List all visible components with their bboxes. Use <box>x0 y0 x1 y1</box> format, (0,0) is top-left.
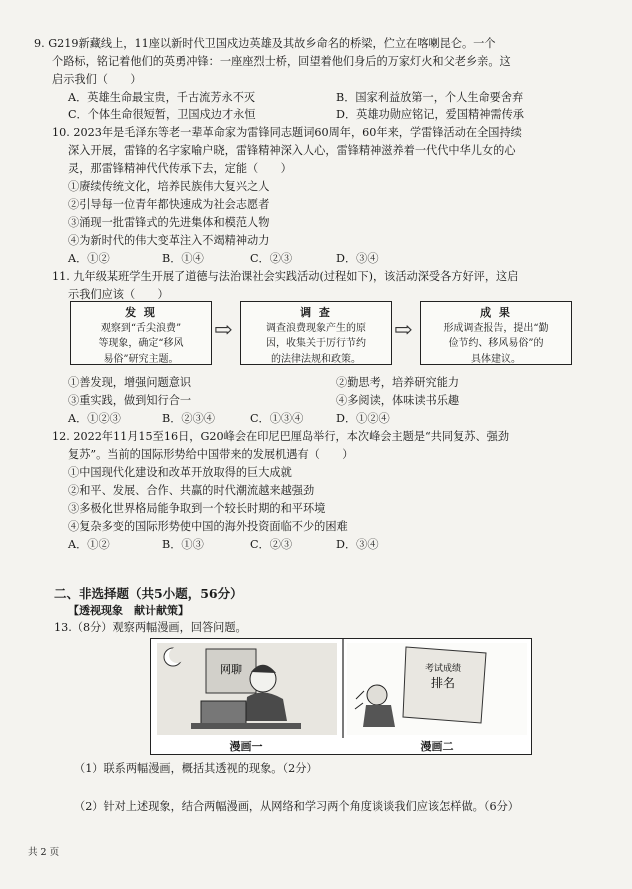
q12-item-1: ①中国现代化建设和改革开放取得的巨大成就 <box>68 466 292 479</box>
q11-item-1: ①善发现，增强问题意识 <box>68 376 192 389</box>
cartoon-frame <box>150 638 532 740</box>
q11-line2: 示我们应该（ ） <box>68 288 169 301</box>
arrow-right-icon: ⇨ <box>394 318 413 343</box>
q9-line3: 启示我们（ ） <box>52 73 142 86</box>
flow-title: 发 现 <box>125 306 157 319</box>
cartoon2-sign2: 排名 <box>430 676 456 690</box>
q10-item-3: ③涌现一批雷锋式的先进集体和模范人物 <box>68 216 270 229</box>
q12-item-2: ②和平、发展、合作、共赢的时代潮流越来越强劲 <box>68 484 315 497</box>
cartoon2-sign: 考试成绩 <box>424 664 462 674</box>
q10-line2: 深入开展，雷锋的名字家喻户晓，雷锋精神深入人心，雷锋精神滋养着一代代中华儿女的心 <box>68 144 516 157</box>
q12-line1: 12. 2022年11月15至16日，G20峰会在印尼巴厘岛举行，本次峰会主题是“共同复苏、强劲 <box>52 430 510 443</box>
q10-option-a: A．①② <box>68 252 110 265</box>
flow-title: 调 查 <box>300 306 332 319</box>
cartoon-illustration <box>151 639 531 739</box>
q12-option-b: B．①③ <box>162 538 204 551</box>
flow-box-discover <box>70 301 212 365</box>
q10-item-1: ①赓续传统文化，培养民族伟大复兴之人 <box>68 180 270 193</box>
q11-option-d: D．①②④ <box>336 412 390 425</box>
q10-line1: 10. 2023年是毛泽东等老一辈革命家为雷锋同志题词60周年，60年来，学雷锋活动在全国持续 <box>52 126 522 139</box>
cartoon2-caption: 漫画二 <box>420 740 454 753</box>
q12-item-3: ③多极化世界格局能争取到一个较长时期的和平环境 <box>68 502 326 515</box>
q13-sub2: （2）针对上述现象，结合两幅漫画，从网络和学习两个角度谈谈我们应该怎样做。（6分） <box>74 800 519 813</box>
flow-line: 因，收集关于厉行节约 <box>266 338 366 350</box>
q10-item-4: ④为新时代的伟大变革注入不竭精神动力 <box>68 234 270 247</box>
q11-item-2: ②勤思考，培养研究能力 <box>336 376 460 389</box>
flow-title: 成 果 <box>480 306 512 319</box>
q9-option-a: A．英雄生命最宝贵，千古流芳永不灭 <box>68 91 256 104</box>
flow-line: 的法律法规和政策。 <box>271 353 361 365</box>
q12-item-4: ④复杂多变的国际形势使中国的海外投资面临不少的困难 <box>68 520 348 533</box>
q12-option-a: A．①② <box>68 538 110 551</box>
flow-line: 观察到“舌尖浪费” <box>100 322 182 334</box>
page-number: 共 2 页 <box>28 847 60 858</box>
q10-item-2: ②引导每一位青年都快速成为社会志愿者 <box>68 198 270 211</box>
q12-line2: 复苏”。当前的国际形势给中国带来的发展机遇有（ ） <box>68 448 354 461</box>
q12-option-d: D．③④ <box>336 538 379 551</box>
flow-body <box>71 321 211 368</box>
section-title: 二、非选择题（共5小题，56分） <box>54 586 243 601</box>
q13-intro: 13.（8分）观察两幅漫画，回答问题。 <box>54 621 247 634</box>
q11-option-a: A．①②③ <box>68 412 121 425</box>
flow-line: 具体建议。 <box>471 353 521 365</box>
q9-line1: 9. G219新藏线上，11座以新时代卫国戍边英雄及其故乡命名的桥梁，伫立在喀喇昆仑。一个 <box>34 37 496 50</box>
flow-line: 等现象，确定“移风 <box>98 338 184 350</box>
q9-option-d: D．英雄功勋应铭记，爱国精神需传承 <box>336 108 524 121</box>
flow-body <box>241 321 391 368</box>
q13-sub1: （1）联系两幅漫画，概括其透视的现象。（2分） <box>74 762 318 775</box>
q11-line1: 11. 九年级某班学生开展了道德与法治课社会实践活动(过程如下)，该活动深受各方好评，这启 <box>52 270 519 283</box>
q10-option-c: C．②③ <box>250 252 293 265</box>
q10-option-b: B．①④ <box>162 252 204 265</box>
q11-item-4: ④多阅读，体味读书乐趣 <box>336 394 460 407</box>
q9-option-b: B．国家利益放第一，个人生命要舍弃 <box>336 91 524 104</box>
q11-option-b: B．②③④ <box>162 412 215 425</box>
q11-option-c: C．①③④ <box>250 412 304 425</box>
q11-item-3: ③重实践，做到知行合一 <box>68 394 192 407</box>
cartoon1-caption: 漫画一 <box>229 740 263 753</box>
cartoon1-sign: 网聊 <box>220 663 242 676</box>
flow-body <box>421 321 571 368</box>
q9-line2: 个路标，铭记着他们的英勇冲锋：一座座烈士桥，回望着他们身后的万家灯火和父老乡亲。这 <box>52 55 511 68</box>
flow-line: 易俗”研究主题。 <box>103 353 179 365</box>
q10-line3: 灵，那雷锋精神代代传承下去，定能（ ） <box>68 162 292 175</box>
flow-line: 形成调查报告，提出“勤 <box>443 322 549 334</box>
flow-box-investigate <box>240 301 392 365</box>
q12-option-c: C．②③ <box>250 538 293 551</box>
flow-line: 俭节约、移风易俗”的 <box>448 338 544 350</box>
arrow-right-icon: ⇨ <box>214 318 233 343</box>
flow-line: 调查浪费现象产生的原 <box>266 322 366 334</box>
q10-option-d: D．③④ <box>336 252 379 265</box>
flow-box-result <box>420 301 572 365</box>
q9-option-c: C．个体生命很短暂，卫国戍边才永恒 <box>68 108 256 121</box>
section-subtitle: 【透视现象 献计献策】 <box>68 604 189 617</box>
